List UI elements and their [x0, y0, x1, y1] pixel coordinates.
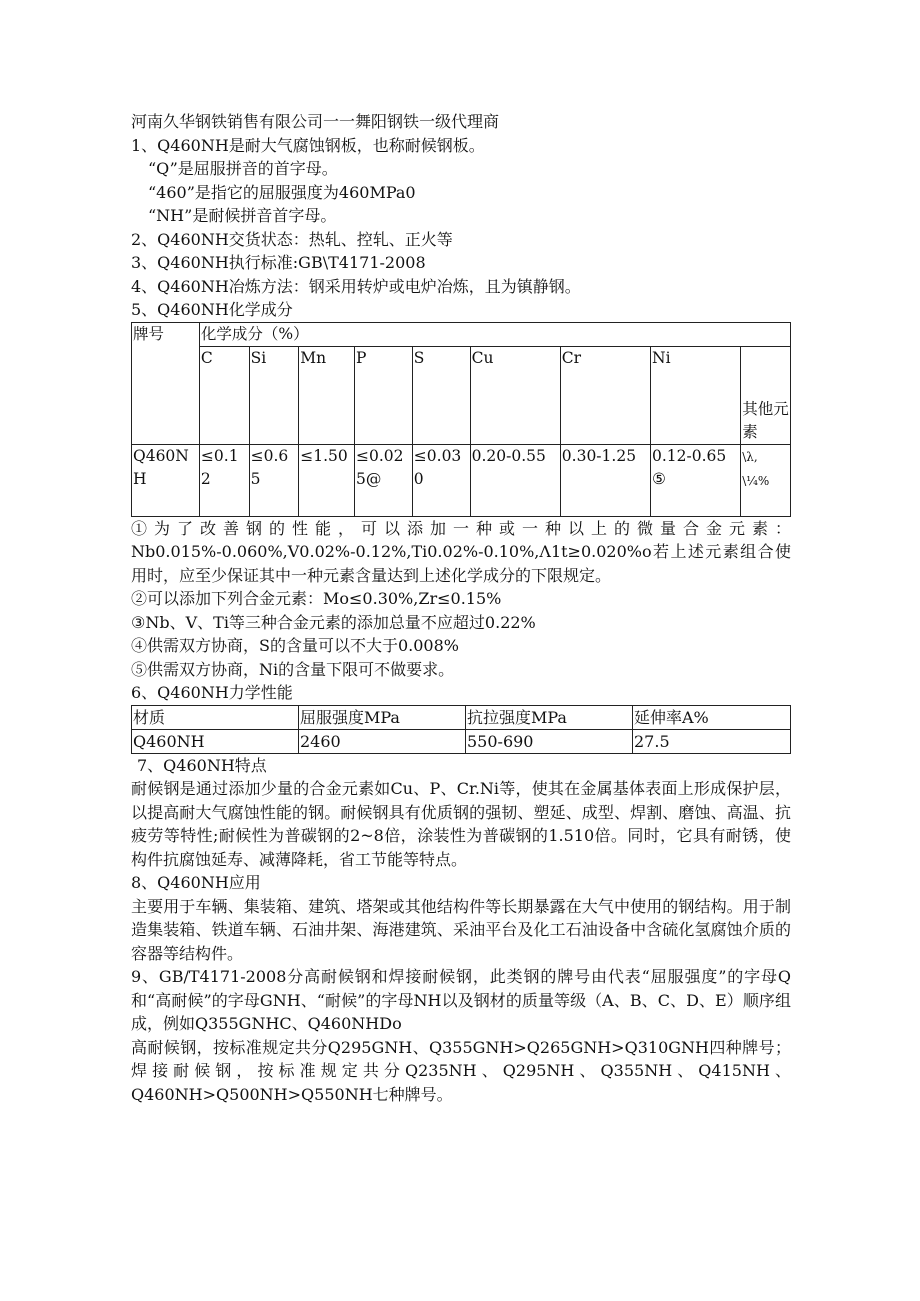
mech-cell: 550-690 [466, 729, 633, 753]
section-6-heading: 6、Q460NH力学性能 [131, 683, 293, 702]
mechanical-properties-table [131, 705, 791, 754]
value-cell: 0.20-0.55 [470, 444, 560, 516]
element-header: Cr [560, 346, 650, 444]
section-4: 4、Q460NH冶炼方法：钢采用转炉或电炉冶炼，且为镇静钢。 [131, 276, 581, 296]
mech-header: 抗拉强度MPa [466, 705, 633, 729]
grade-cell: Q460NH [132, 444, 200, 516]
value-cell: ≤0.025@ [355, 444, 413, 516]
element-header: Mn [299, 346, 355, 444]
q-explanation: “Q”是屈服拼音的首字母。 [148, 159, 338, 178]
element-header: P [355, 346, 413, 444]
mech-header: 屈服强度MPa [299, 705, 466, 729]
element-header: C [199, 346, 249, 444]
section-8-body: 主要用于车辆、集装箱、建筑、塔架或其他结构件等长期暴露在大气中使用的钢结构。用于制造集装箱、铁道车辆、石油井架、海港建筑、采油平台及化工石油设备中含硫化氢腐蚀介质的容器等结构件。 [131, 896, 791, 963]
note-1: ①为了改善钢的性能，可以添加一种或一种以上的微量合金元素：Nb0.015%-0.060%,V0.02%-0.12%,Ti0.02%-0.10%,Λ1t≥0.020%o若上述元素组合使用时，应至少保证其中一种元素含量达到上述化学成分的下限规定。 [131, 518, 791, 585]
element-header: Cu [470, 346, 560, 444]
note-3: ③Nb、V、Ti等三种合金元素的添加总量不应超过0.22% [131, 612, 536, 632]
section-2: 2、Q460NH交货状态：热轧、控轧、正火等 [131, 229, 453, 249]
section-7-body: 耐候钢是通过添加少量的合金元素如Cu、P、Cr.Ni等，使其在金属基体表面上形成保护层，以提高耐大气腐蚀性能的钢。耐候钢具有优质钢的强韧、塑延、成型、焊割、磨蚀、高温、抗疲劳等特性;耐候性为普碳钢的2~8倍，涂装性为普碳钢的1.510倍。同时，它具有耐锈，使构件抗腐蚀延寿、减薄降耗，省工节能等特点。 [131, 779, 791, 869]
note-4: ④供需双方协商，S的含量可以不大于0.008% [131, 636, 459, 655]
mech-cell: 27.5 [633, 729, 791, 753]
value-cell: 0.12-0.65⑤ [651, 444, 741, 516]
element-header: Si [249, 346, 299, 444]
other-elements-header: 其他元素 [741, 346, 791, 444]
section-8-heading: 8、Q460NH应用 [131, 873, 261, 892]
section-3: 3、Q460NH执行标准:GB\T4171-2008 [131, 253, 426, 272]
mech-header: 材质 [132, 705, 299, 729]
note-2: ②可以添加下列合金元素：Mo≤0.30%,Zr≤0.15% [131, 589, 502, 608]
document-page [131, 110, 791, 1106]
value-cell: ≤1.50 [299, 444, 355, 516]
nh-explanation: “NH”是耐候拼音首字母。 [148, 206, 337, 225]
grade-header: 牌号 [132, 322, 200, 444]
other-line-2: \¼% [742, 473, 770, 488]
section-9-body: 9、GB/T4171-2008分高耐候钢和焊接耐候钢，此类钢的牌号由代表“屈服强度”的字母Q和“高耐候”的字母GNH、“耐候”的字母NH以及钢材的质量等级（A、B、C、D、E）顺序组成，例如Q355GNHC、Q460NHDo [131, 967, 791, 1033]
chemical-composition-table [131, 322, 791, 517]
section-9-tail: 高耐候钢，按标准规定共分Q295GNH、Q355GNH>Q265GNH>Q310GNH四种牌号；焊接耐候钢，按标准规定共分Q235NH、Q295NH、Q355NH、Q415NH、Q460NH>Q500NH>Q550NH七种牌号。 [131, 1037, 791, 1104]
section-1-intro: 1、Q460NH是耐大气腐蚀钢板，也称耐候钢板。 [131, 135, 485, 155]
value-cell: ≤0.12 [199, 444, 249, 516]
section-5-heading: 5、Q460NH化学成分 [131, 300, 293, 319]
note-5: ⑤供需双方协商，Ni的含量下限可不做要求。 [131, 659, 455, 679]
element-header: Ni [651, 346, 741, 444]
mech-header: 延伸率A% [633, 705, 791, 729]
composition-group-header: 化学成分（%） [199, 322, 790, 346]
value-cell: ≤0.030 [412, 444, 470, 516]
mech-cell: 2460 [299, 729, 466, 753]
value-cell: 0.30-1.25 [560, 444, 650, 516]
value-cell: ≤0.65 [249, 444, 299, 516]
other-line-1: \λ, [742, 449, 758, 464]
element-header: S [412, 346, 470, 444]
section-7-heading: 7、Q460NH特点 [137, 755, 267, 775]
mech-cell: Q460NH [132, 729, 299, 753]
company-line: 河南久华钢铁销售有限公司一一舞阳钢铁一级代理商 [131, 112, 500, 131]
460-explanation: “460”是指它的屈服强度为460MPa0 [148, 182, 416, 202]
other-elements-cell [741, 444, 791, 516]
